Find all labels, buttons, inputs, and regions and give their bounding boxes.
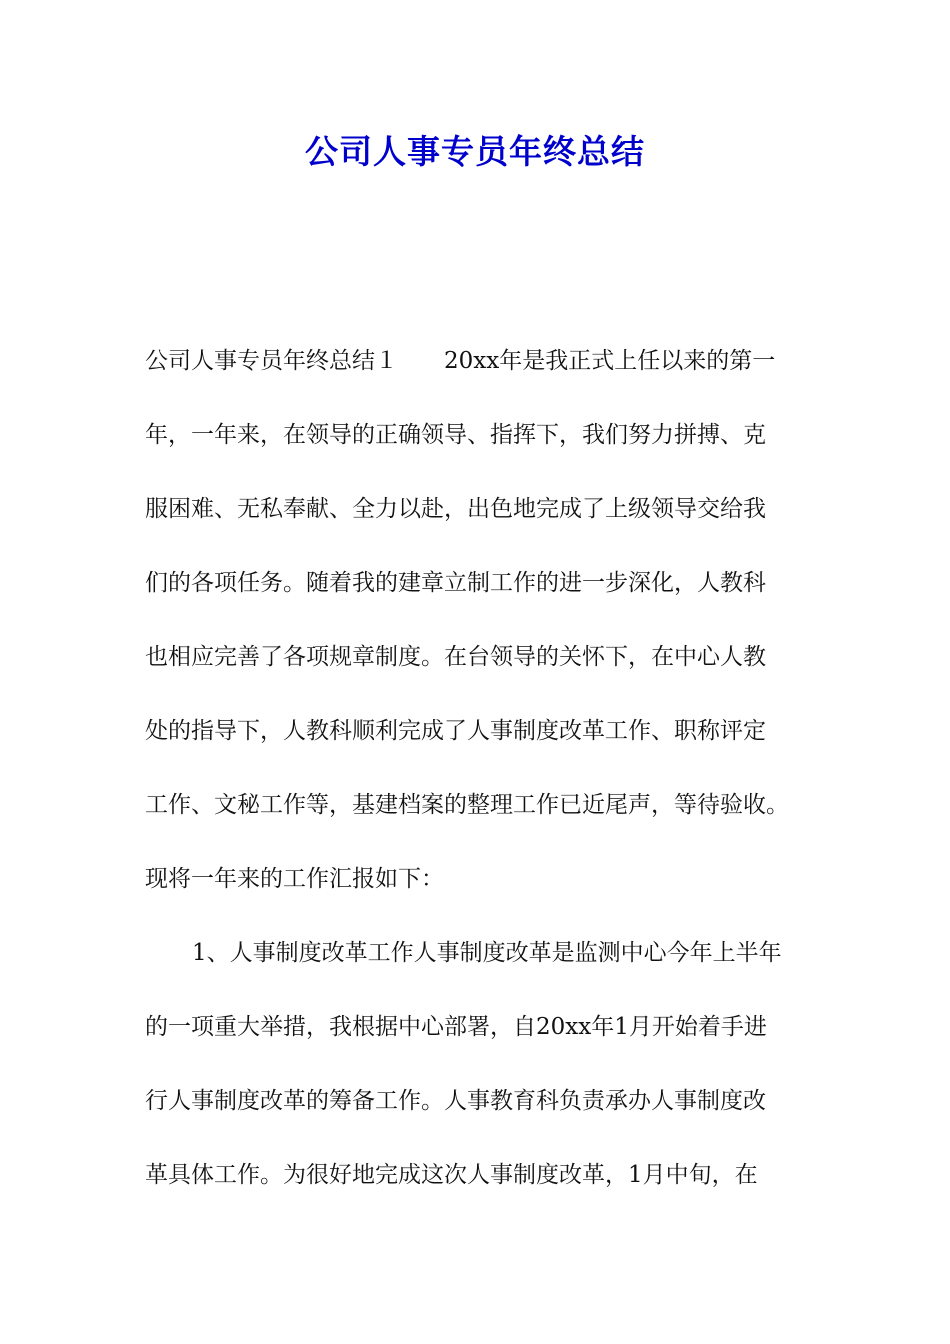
document-title: 公司人事专员年终总结 bbox=[305, 132, 645, 171]
body-text-line: 也相应完善了各项规章制度。在台领导的关怀下，在中心人教 bbox=[145, 644, 766, 670]
body-text-line: 行人事制度改革的筹备工作。人事教育科负责承办人事制度改 bbox=[145, 1088, 766, 1114]
body-text-line: 现将一年来的工作汇报如下： bbox=[145, 866, 444, 892]
body-text-line: 1、人事制度改革工作人事制度改革是监测中心今年上半年 bbox=[192, 940, 782, 966]
body-text-line: 们的各项任务。随着我的建章立制工作的进一步深化，人教科 bbox=[145, 570, 766, 596]
body-text-line: 服困难、无私奉献、全力以赴，出色地完成了上级领导交给我 bbox=[145, 496, 766, 522]
body-text-line: 工作、文秘工作等，基建档案的整理工作已近尾声，等待验收。 bbox=[145, 792, 789, 818]
body-text-line: 公司人事专员年终总结１ 20xx年是我正式上任以来的第一 bbox=[145, 348, 776, 374]
body-text-line: 处的指导下，人教科顺利完成了人事制度改革工作、职称评定 bbox=[145, 718, 766, 744]
body-text-line: 革具体工作。为很好地完成这次人事制度改革，1月中旬，在 bbox=[145, 1162, 758, 1188]
body-text-line: 的一项重大举措，我根据中心部署，自20xx年1月开始着手进 bbox=[145, 1014, 767, 1040]
body-text-line: 年，一年来，在领导的正确领导、指挥下，我们努力拼搏、克 bbox=[145, 422, 766, 448]
